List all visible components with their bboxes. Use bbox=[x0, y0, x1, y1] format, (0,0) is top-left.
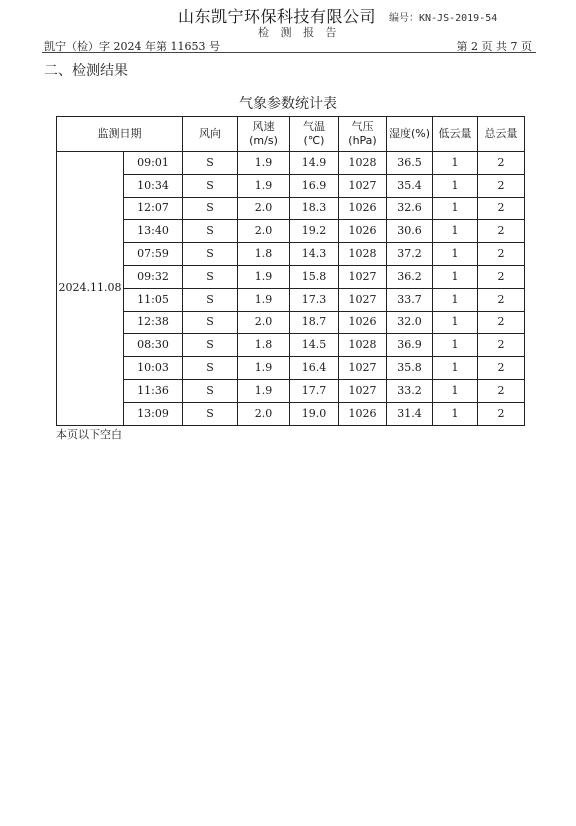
header-wind-speed bbox=[238, 117, 290, 152]
pressure-cell: 1028 bbox=[339, 243, 387, 266]
header-date: 监测日期 bbox=[57, 117, 183, 152]
wind-speed-cell: 2.0 bbox=[238, 197, 290, 220]
wind-speed-cell: 2.0 bbox=[238, 311, 290, 334]
low-cloud-cell: 1 bbox=[433, 379, 478, 402]
wind-direction-cell: S bbox=[183, 265, 238, 288]
header-wind-direction: 风向 bbox=[183, 117, 238, 152]
table-row bbox=[57, 288, 525, 311]
wind-direction-cell: S bbox=[183, 243, 238, 266]
total-cloud-cell: 2 bbox=[478, 357, 525, 380]
humidity-cell: 35.4 bbox=[387, 174, 433, 197]
total-cloud-cell: 2 bbox=[478, 152, 525, 175]
low-cloud-cell: 1 bbox=[433, 288, 478, 311]
wind-speed-cell: 2.0 bbox=[238, 402, 290, 425]
pressure-cell: 1027 bbox=[339, 288, 387, 311]
total-cloud-cell: 2 bbox=[478, 243, 525, 266]
time-cell: 10:34 bbox=[124, 174, 183, 197]
table-body bbox=[57, 152, 525, 426]
wind-direction-cell: S bbox=[183, 174, 238, 197]
humidity-cell: 32.0 bbox=[387, 311, 433, 334]
time-cell: 07:59 bbox=[124, 243, 183, 266]
wind-direction-cell: S bbox=[183, 402, 238, 425]
pressure-cell: 1027 bbox=[339, 174, 387, 197]
time-cell: 13:40 bbox=[124, 220, 183, 243]
wind-direction-cell: S bbox=[183, 197, 238, 220]
time-cell: 11:36 bbox=[124, 379, 183, 402]
pressure-cell: 1027 bbox=[339, 379, 387, 402]
table-row bbox=[57, 265, 525, 288]
temperature-cell: 18.3 bbox=[290, 197, 339, 220]
header-wind-speed-label: 风速 bbox=[252, 120, 275, 133]
header-pressure-unit: (hPa) bbox=[348, 134, 377, 147]
report-subtitle: 检 测 报 告 bbox=[258, 26, 341, 39]
header-pressure-label: 气压 bbox=[351, 120, 374, 133]
low-cloud-cell: 1 bbox=[433, 265, 478, 288]
monitoring-date-cell: 2024.11.08 bbox=[57, 152, 124, 426]
time-cell: 12:07 bbox=[124, 197, 183, 220]
wind-speed-cell: 1.9 bbox=[238, 152, 290, 175]
header-rule bbox=[42, 52, 536, 53]
header-low-cloud: 低云量 bbox=[433, 117, 478, 152]
pressure-cell: 1026 bbox=[339, 311, 387, 334]
humidity-cell: 35.8 bbox=[387, 357, 433, 380]
low-cloud-cell: 1 bbox=[433, 334, 478, 357]
time-cell: 13:09 bbox=[124, 402, 183, 425]
wind-speed-cell: 1.8 bbox=[238, 334, 290, 357]
table-row bbox=[57, 334, 525, 357]
temperature-cell: 15.8 bbox=[290, 265, 339, 288]
time-cell: 09:01 bbox=[124, 152, 183, 175]
header-temperature-label: 气温 bbox=[303, 120, 325, 133]
wind-direction-cell: S bbox=[183, 334, 238, 357]
weather-parameter-table bbox=[56, 116, 525, 426]
wind-direction-cell: S bbox=[183, 288, 238, 311]
humidity-cell: 36.9 bbox=[387, 334, 433, 357]
temperature-cell: 17.7 bbox=[290, 379, 339, 402]
wind-speed-cell: 1.9 bbox=[238, 265, 290, 288]
table-row bbox=[57, 197, 525, 220]
wind-speed-cell: 1.8 bbox=[238, 243, 290, 266]
low-cloud-cell: 1 bbox=[433, 357, 478, 380]
time-cell: 12:38 bbox=[124, 311, 183, 334]
total-cloud-cell: 2 bbox=[478, 311, 525, 334]
total-cloud-cell: 2 bbox=[478, 334, 525, 357]
temperature-cell: 19.0 bbox=[290, 402, 339, 425]
report-number: 凯宁（检）字 2024 年第 11653 号 bbox=[44, 40, 220, 53]
low-cloud-cell: 1 bbox=[433, 402, 478, 425]
time-cell: 10:03 bbox=[124, 357, 183, 380]
wind-direction-cell: S bbox=[183, 311, 238, 334]
wind-speed-cell: 1.9 bbox=[238, 379, 290, 402]
table-row bbox=[57, 243, 525, 266]
temperature-cell: 19.2 bbox=[290, 220, 339, 243]
pressure-cell: 1027 bbox=[339, 357, 387, 380]
total-cloud-cell: 2 bbox=[478, 197, 525, 220]
table-row bbox=[57, 152, 525, 175]
table-header-row bbox=[57, 117, 525, 152]
table-row bbox=[57, 174, 525, 197]
table-caption: 气象参数统计表 bbox=[239, 96, 337, 112]
header-wind-speed-unit: (m/s) bbox=[249, 134, 278, 147]
pressure-cell: 1026 bbox=[339, 220, 387, 243]
temperature-cell: 18.7 bbox=[290, 311, 339, 334]
low-cloud-cell: 1 bbox=[433, 152, 478, 175]
wind-direction-cell: S bbox=[183, 379, 238, 402]
total-cloud-cell: 2 bbox=[478, 265, 525, 288]
table-row bbox=[57, 220, 525, 243]
total-cloud-cell: 2 bbox=[478, 379, 525, 402]
pressure-cell: 1028 bbox=[339, 334, 387, 357]
table-row bbox=[57, 311, 525, 334]
wind-speed-cell: 1.9 bbox=[238, 288, 290, 311]
total-cloud-cell: 2 bbox=[478, 288, 525, 311]
section-title: 二、检测结果 bbox=[44, 63, 128, 79]
low-cloud-cell: 1 bbox=[433, 243, 478, 266]
header-humidity: 湿度(%) bbox=[387, 117, 433, 152]
humidity-cell: 31.4 bbox=[387, 402, 433, 425]
document-code: 编号：KN-JS-2019-54 bbox=[389, 13, 498, 24]
total-cloud-cell: 2 bbox=[478, 174, 525, 197]
wind-speed-cell: 1.9 bbox=[238, 174, 290, 197]
wind-direction-cell: S bbox=[183, 220, 238, 243]
time-cell: 08:30 bbox=[124, 334, 183, 357]
wind-direction-cell: S bbox=[183, 152, 238, 175]
temperature-cell: 16.9 bbox=[290, 174, 339, 197]
humidity-cell: 30.6 bbox=[387, 220, 433, 243]
low-cloud-cell: 1 bbox=[433, 220, 478, 243]
page-info: 第 2 页 共 7 页 bbox=[456, 40, 532, 53]
humidity-cell: 32.6 bbox=[387, 197, 433, 220]
low-cloud-cell: 1 bbox=[433, 174, 478, 197]
low-cloud-cell: 1 bbox=[433, 197, 478, 220]
pressure-cell: 1026 bbox=[339, 402, 387, 425]
pressure-cell: 1028 bbox=[339, 152, 387, 175]
low-cloud-cell: 1 bbox=[433, 311, 478, 334]
wind-speed-cell: 1.9 bbox=[238, 357, 290, 380]
humidity-cell: 33.2 bbox=[387, 379, 433, 402]
temperature-cell: 14.3 bbox=[290, 243, 339, 266]
humidity-cell: 36.2 bbox=[387, 265, 433, 288]
temperature-cell: 14.9 bbox=[290, 152, 339, 175]
wind-speed-cell: 2.0 bbox=[238, 220, 290, 243]
temperature-cell: 17.3 bbox=[290, 288, 339, 311]
temperature-cell: 14.5 bbox=[290, 334, 339, 357]
table-row bbox=[57, 379, 525, 402]
temperature-cell: 16.4 bbox=[290, 357, 339, 380]
time-cell: 11:05 bbox=[124, 288, 183, 311]
header-total-cloud: 总云量 bbox=[478, 117, 525, 152]
humidity-cell: 33.7 bbox=[387, 288, 433, 311]
company-name: 山东凯宁环保科技有限公司 bbox=[178, 7, 377, 26]
humidity-cell: 36.5 bbox=[387, 152, 433, 175]
blank-note: 本页以下空白 bbox=[56, 428, 122, 441]
table-row bbox=[57, 357, 525, 380]
pressure-cell: 1027 bbox=[339, 265, 387, 288]
header-pressure bbox=[339, 117, 387, 152]
humidity-cell: 37.2 bbox=[387, 243, 433, 266]
total-cloud-cell: 2 bbox=[478, 402, 525, 425]
wind-direction-cell: S bbox=[183, 357, 238, 380]
time-cell: 09:32 bbox=[124, 265, 183, 288]
header-temperature-unit: (℃) bbox=[303, 134, 325, 147]
table-row bbox=[57, 402, 525, 425]
header-temperature bbox=[290, 117, 339, 152]
total-cloud-cell: 2 bbox=[478, 220, 525, 243]
pressure-cell: 1026 bbox=[339, 197, 387, 220]
